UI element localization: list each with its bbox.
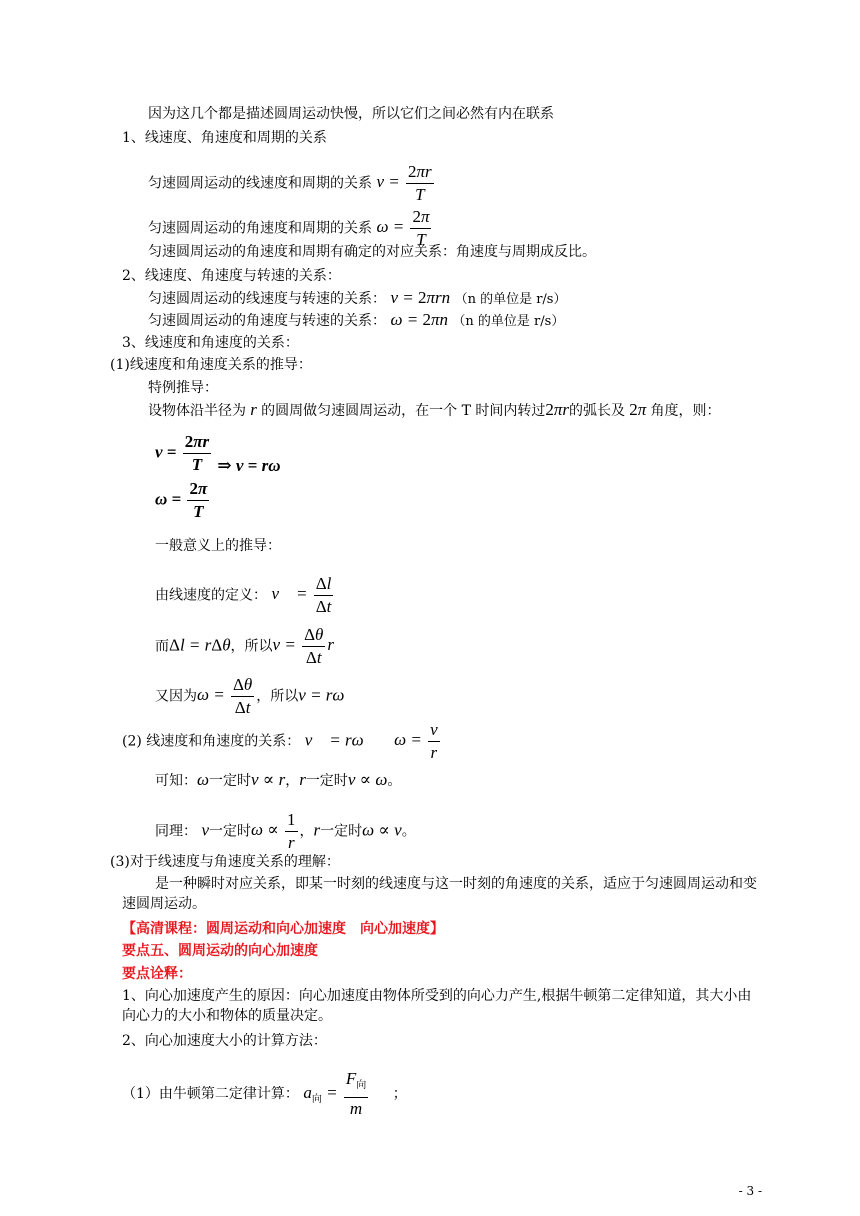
- page-number: - 3 -: [738, 1184, 762, 1198]
- calculation-methods-heading: 2、向心加速度大小的计算方法：: [122, 1033, 327, 1049]
- intro-line: 因为这几个都是描述圆周运动快慢，所以它们之间必然有内在联系: [148, 106, 554, 122]
- formula-line-omega-n: 匀速圆周运动的角速度与转速的关系： ω = 2πn （n 的单位是 r/s）: [148, 310, 565, 329]
- section-1-heading: 1、线速度、角速度和周期的关系: [122, 130, 327, 146]
- general-derivation-label: 一般意义上的推导：: [155, 538, 281, 554]
- proportional-line-2: 同理： v一定时ω ∝ $\frac{1}{r}$ ，r一定时ω ∝ v。: [155, 810, 416, 852]
- newton-law-formula-line: （1）由牛顿第二定律计算： $a_向$ = $\frac{F_向}{m}$ ；: [122, 1069, 407, 1118]
- bold-derivation-block: v = $\frac{2\pi r}{T}$ ⇒ v = rω ω = $\frac{2\pi}{T}$: [155, 432, 281, 521]
- subsection-2-line: (2) 线速度和角速度的关系： v = rω ω = $\frac{v}{r}$: [122, 720, 438, 762]
- explanation-heading: 要点诠释：: [122, 966, 192, 982]
- formula-line-v-n: 匀速圆周运动的线速度与转速的关系： v = 2πrn （n 的单位是 r/s）: [148, 288, 567, 307]
- cause-paragraph: 1、向心加速度产生的原因：向心加速度由物体所受到的向心力产生,根据牛顿第二定律知道，其大小由向心力的大小和物体的质量决定。: [122, 988, 752, 1024]
- section-2-heading: 2、线速度、角速度与转速的关系：: [122, 268, 341, 284]
- angular-velocity-line: 又因为ω = $\frac{\Delta\theta}{\Delta t}$ ，所以v = rω: [155, 675, 345, 717]
- subsection-3-heading: (3)对于线速度与角速度关系的理解：: [110, 854, 340, 870]
- velocity-definition-line: 由线速度的定义： v = $\frac{\Delta l}{\Delta t}$: [155, 574, 332, 616]
- arc-length-line: 而Δl = rΔθ，所以v = $\frac{\Delta\theta}{\Delta t}$ r: [155, 625, 334, 667]
- derivation-setup-line: 设物体沿半径为 r 的圆周做匀速圆周运动，在一个 T 时间内转过2πr的弧长及 2π 角度，则：: [148, 400, 721, 419]
- inverse-relation-line: 匀速圆周运动的角速度和周期有确定的对应关系：角速度与周期成反比。: [148, 244, 596, 260]
- proportional-line-1: 可知：ω一定时v ∝ r，r一定时v ∝ ω。: [155, 770, 402, 789]
- special-derivation-label: 特例推导：: [148, 380, 218, 396]
- formula-line-v-T: 匀速圆周运动的线速度和周期的关系 v = $\frac{2\pi r}{T}$: [148, 162, 432, 204]
- course-banner: 【高清课程：圆周运动和向心加速度 向心加速度】: [122, 921, 444, 937]
- subsection-1-heading: (1)线速度和角速度关系的推导：: [110, 357, 312, 373]
- section-3-heading: 3、线速度和角速度的关系：: [122, 335, 299, 351]
- formula-line-omega-T: 匀速圆周运动的角速度和周期的关系 ω = $\frac{2\pi}{T}$: [148, 207, 430, 249]
- understanding-paragraph: 是一种瞬时对应关系，即某一时刻的线速度与这一时刻的角速度的关系，适应于匀速圆周运动和变速圆周运动。: [122, 876, 757, 912]
- key-point-5-heading: 要点五、圆周运动的向心加速度: [122, 943, 318, 959]
